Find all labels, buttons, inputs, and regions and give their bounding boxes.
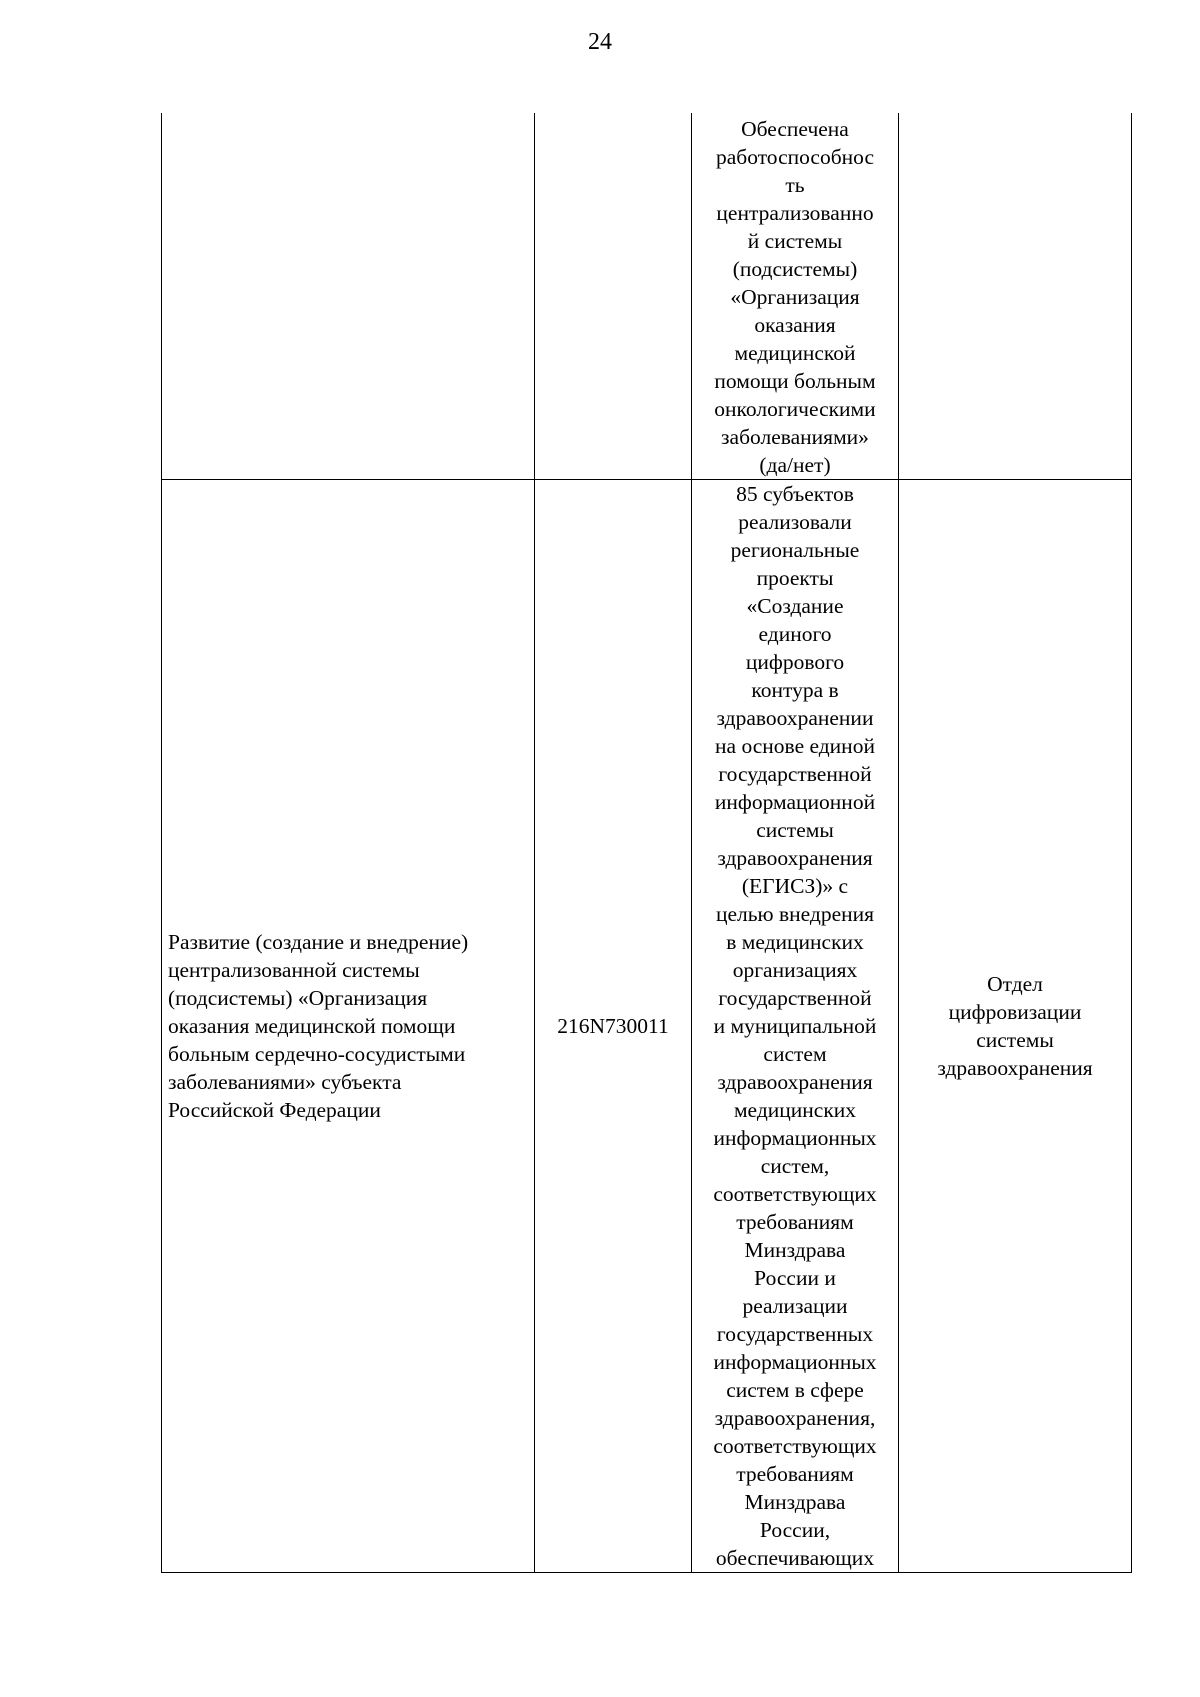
event-name-cell bbox=[162, 479, 535, 1572]
result-indicator-cell bbox=[692, 479, 899, 1572]
page-number: 24 bbox=[588, 29, 612, 55]
event-name-cell bbox=[162, 113, 535, 479]
event-code-cell bbox=[535, 113, 692, 479]
responsible-unit-cell bbox=[899, 113, 1132, 479]
event-code-text: 216N730011 bbox=[557, 1013, 669, 1038]
event-name-text: Развитие (создание и внедрение) централизованной системы (подсистемы) «Организация оказания медицинской помощи больным сердечно-сосудистыми заболеваниями» субъекта Российской Федерации bbox=[168, 929, 469, 1122]
table-row bbox=[162, 479, 1132, 1572]
responsible-unit-text: Отдел цифровизации системы здравоохранения bbox=[937, 971, 1093, 1080]
document-table bbox=[161, 113, 1132, 1573]
result-indicator-text: 85 субъектов реализовали региональные проекты «Создание единого цифрового контура в здравоохранении на основе единой государственной информационной системы здравоохранения (ЕГИСЗ)» с целью внедрения в медицинских организациях государственной и муниципальной систем здравоохранения медицинских информационных систем, соответствующих требованиям Минздрава России и реализации государственных информационных систем в сфере здравоохранения, соответствующих требованиям Минздрава России, обеспечивающих bbox=[713, 481, 877, 1570]
table-row bbox=[162, 113, 1132, 479]
result-indicator-text: Обеспечена работоспособнос ть централизованно й системы (подсистемы) «Организация оказания медицинской помощи больным онкологическими заболеваниями» (да/нет) bbox=[714, 116, 876, 477]
result-indicator-cell bbox=[692, 113, 899, 479]
event-code-cell bbox=[535, 479, 692, 1572]
responsible-unit-cell bbox=[899, 479, 1132, 1572]
